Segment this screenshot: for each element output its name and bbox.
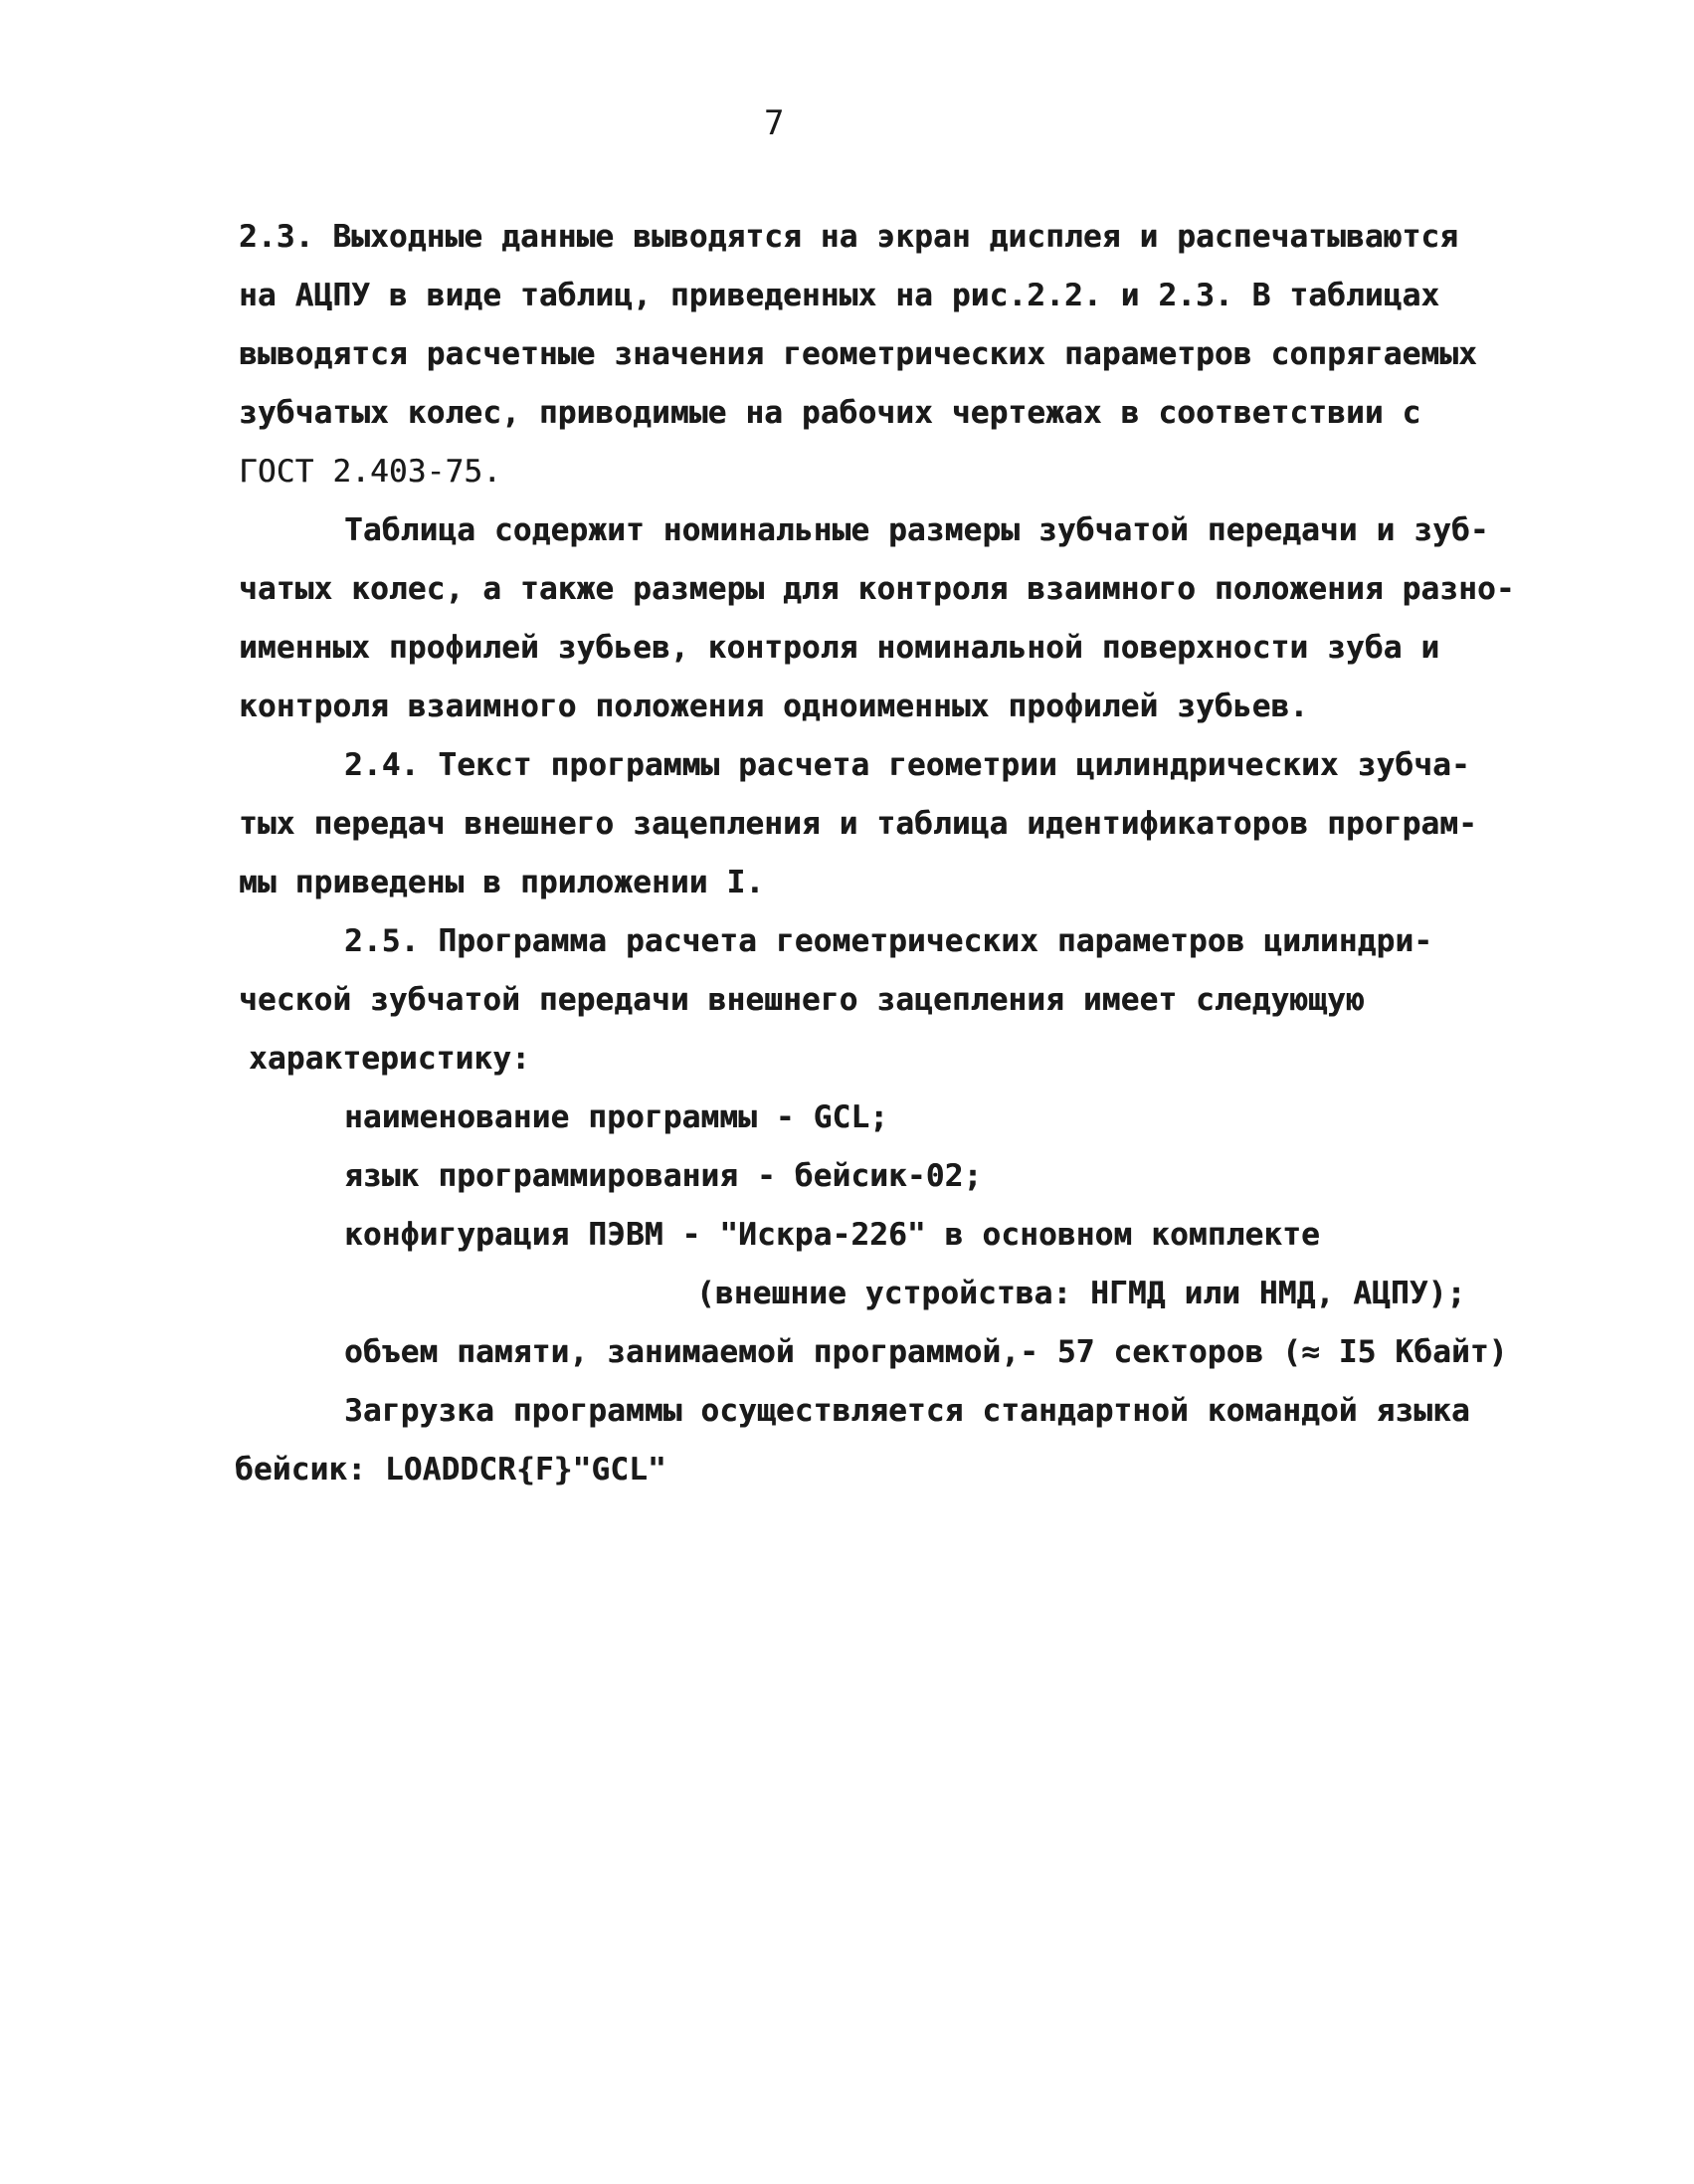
text-line-11: тых передач внешнего зацепления и таблица идентификаторов програм- bbox=[239, 806, 1477, 842]
text-line-1: 2.3. Выходные данные выводятся на экран дисплея и распечатываются bbox=[239, 219, 1459, 255]
text-line-16: наименование программы - GCL; bbox=[344, 1099, 889, 1135]
text-line-22: бейсик: LOADDCR{F}"GCL" bbox=[235, 1452, 666, 1488]
text-line-21: Загрузка программы осуществляется стандартной командой языка bbox=[344, 1393, 1470, 1429]
text-line-3: выводятся расчетные значения геометрических параметров сопрягаемых bbox=[239, 336, 1477, 372]
page-number: 7 bbox=[764, 103, 786, 143]
text-line-8: именных профилей зубьев, контроля номинальной поверхности зуба и bbox=[239, 630, 1440, 666]
text-line-7: чатых колес, а также размеры для контроля взаимного положения разно- bbox=[239, 571, 1515, 607]
text-line-19: (внешние устройства: НГМД или НМД, АЦПУ); bbox=[696, 1276, 1466, 1311]
text-line-18: конфигурация ПЭВМ - "Искра-226" в основном комплекте bbox=[344, 1217, 1320, 1253]
text-line-6: Таблица содержит номинальные размеры зубчатой передачи и зуб- bbox=[344, 512, 1489, 548]
text-line-2: на АЦПУ в виде таблиц, приведенных на рис.2.2. и 2.3. В таблицах bbox=[239, 278, 1440, 313]
text-line-4: зубчатых колес, приводимые на рабочих чертежах в соответствии с bbox=[239, 395, 1421, 431]
text-line-10: 2.4. Текст программы расчета геометрии цилиндрических зубча- bbox=[344, 747, 1470, 783]
text-line-12: мы приведены в приложении I. bbox=[239, 865, 765, 900]
text-line-15: характеристику: bbox=[249, 1041, 530, 1077]
text-line-9: контроля взаимного положения одноименных профилей зубьев. bbox=[239, 689, 1309, 724]
text-line-17: язык программирования - бейсик-02; bbox=[344, 1158, 983, 1194]
text-line-14: ческой зубчатой передачи внешнего зацепления имеет следующую bbox=[239, 982, 1365, 1018]
text-line-13: 2.5. Программа расчета геометрических параметров цилиндри- bbox=[344, 923, 1433, 959]
text-line-20: объем памяти, занимаемой программой,- 57 секторов (≈ I5 Кбайт) bbox=[344, 1334, 1508, 1370]
text-line-5: ГОСТ 2.403-75. bbox=[239, 454, 502, 490]
